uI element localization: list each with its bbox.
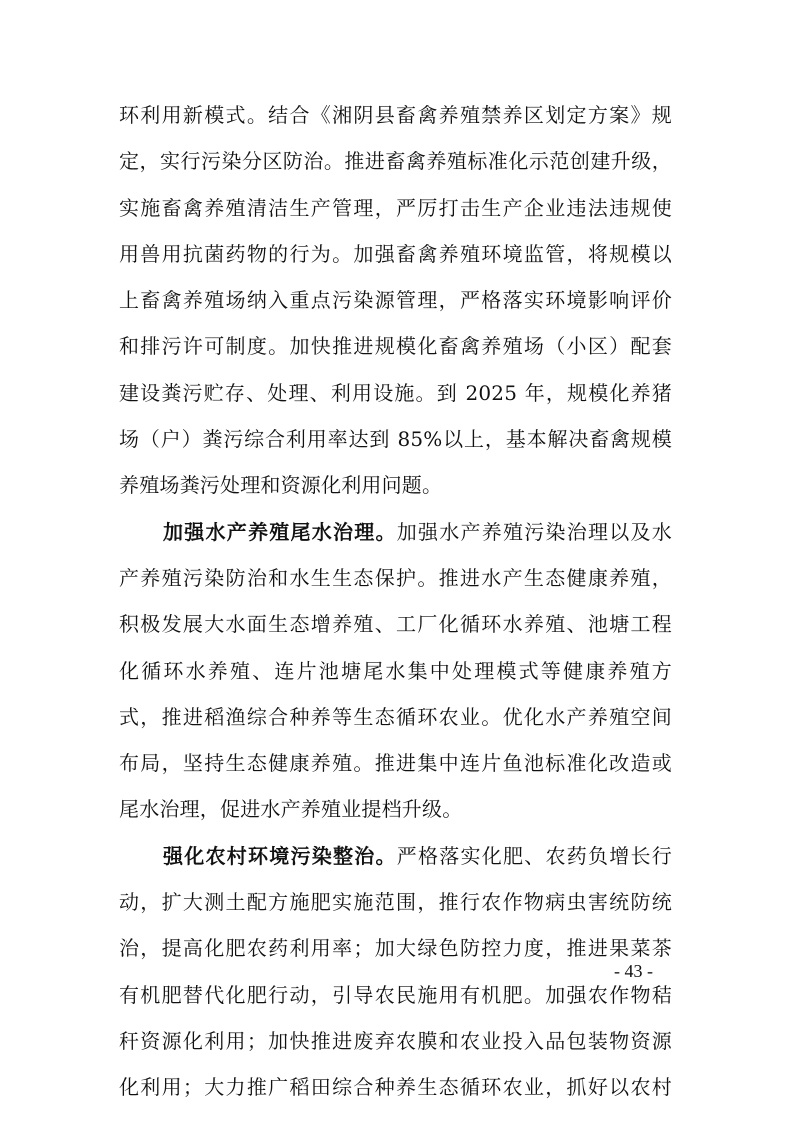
paragraph-rural-environment — [119, 833, 672, 1111]
text-line: 布局，坚持生态健康养殖。推进集中连片鱼池标准化改造或 — [119, 751, 672, 776]
text-line: 秆资源化利用；加快推进废弃农膜和农业投入品包装物资源 — [119, 1028, 672, 1053]
text-run: 严格落实化肥、农药负增长行 — [396, 843, 673, 868]
paragraph-livestock — [119, 92, 672, 509]
text-line: 化循环水养殖、连片池塘尾水集中处理模式等健康养殖方 — [119, 658, 672, 683]
text-line: 上畜禽养殖场纳入重点污染源管理，严格落实环境影响评价 — [119, 288, 672, 313]
text-line: 动，扩大测土配方施肥实施范围，推行农作物病虫害统防统 — [119, 890, 672, 915]
page-number: - 43 - — [614, 961, 653, 981]
text-line: 场（户）粪污综合利用率达到 85%以上，基本解决畜禽规模 — [119, 427, 672, 452]
text-line: 环利用新模式。结合《湘阴县畜禽养殖禁养区划定方案》规 — [119, 103, 672, 127]
text-line: 有机肥替代化肥行动，引导农民施用有机肥。加强农作物秸 — [119, 982, 672, 1007]
text-line: 化利用；大力推广稻田综合种养生态循环农业，抓好以农村 — [119, 1075, 672, 1100]
text-line: 式，推进稻渔综合种养等生态循环农业。优化水产养殖空间 — [119, 704, 672, 729]
text-run: 加强水产养殖污染治理以及水 — [396, 519, 673, 544]
text-line: 尾水治理，促进水产养殖业提档升级。 — [119, 797, 463, 822]
paragraph-heading: 强化农村环境污染整治。 — [163, 843, 397, 868]
text-line: 用兽用抗菌药物的行为。加强畜禽养殖环境监管，将规模以 — [119, 241, 672, 266]
text-line: 建设粪污贮存、处理、利用设施。到 2025 年，规模化养猪 — [119, 380, 672, 405]
text-line — [119, 509, 672, 555]
document-body — [119, 92, 672, 1111]
text-line: 积极发展大水面生态增养殖、工厂化循环水养殖、池塘工程 — [119, 612, 672, 637]
paragraph-heading: 加强水产养殖尾水治理。 — [163, 519, 397, 544]
text-line: 实施畜禽养殖清洁生产管理，严厉打击生产企业违法违规使 — [119, 195, 672, 220]
text-line: 治，提高化肥农药利用率；加大绿色防控力度，推进果菜茶 — [119, 936, 672, 961]
text-line: 定，实行污染分区防治。推进畜禽养殖标准化示范创建升级， — [119, 149, 672, 174]
text-line: 和排污许可制度。加快推进规模化畜禽养殖场（小区）配套 — [119, 334, 672, 359]
paragraph-aquaculture — [119, 509, 672, 833]
text-line: 养殖场粪污处理和资源化利用问题。 — [119, 473, 443, 498]
text-line: 产养殖污染防治和水生生态保护。推进水产生态健康养殖， — [119, 565, 672, 590]
text-line — [119, 833, 672, 879]
